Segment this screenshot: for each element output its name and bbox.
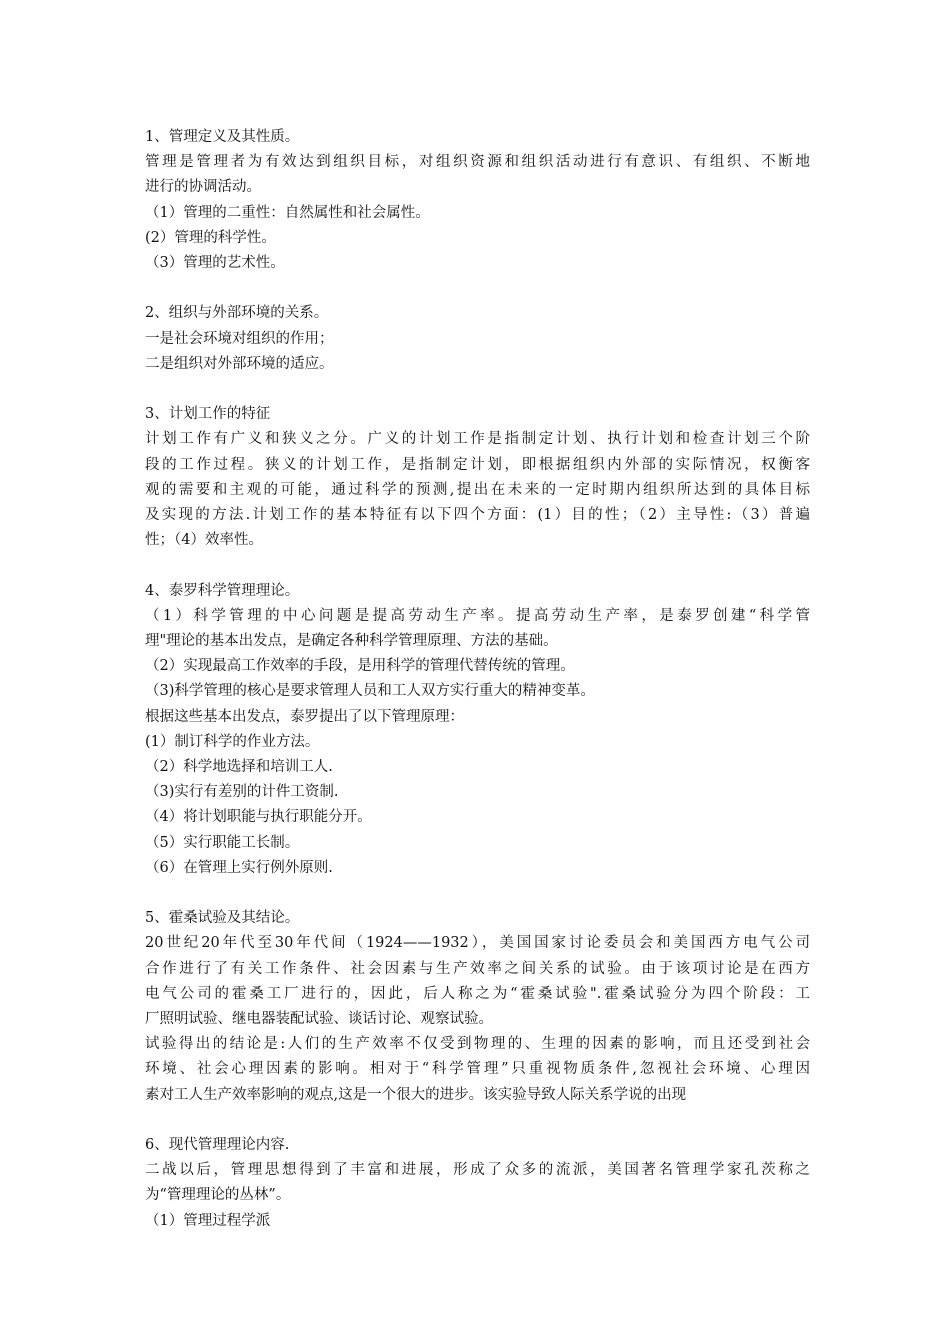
paragraph xyxy=(145,150,810,200)
paragraph xyxy=(145,427,810,553)
text-line: 及实现的方法.计划工作的基本特征有以下四个方面：(1）目的性；（2）主导性:（3）普遍 xyxy=(145,507,810,524)
paragraph-gap xyxy=(145,553,810,578)
section-2 xyxy=(145,301,810,377)
text-line: 段的工作过程。狭义的计划工作，是指制定计划，即根据组织内外部的实际情况，权衡客 xyxy=(145,456,810,473)
list-item: （4）将计划职能与执行职能分开。 xyxy=(145,809,372,826)
list-item: （2）科学地选择和培训工人. xyxy=(145,759,333,776)
list-item: 二是组织对外部环境的适应。 xyxy=(145,355,334,372)
section-heading: 1、管理定义及其性质。 xyxy=(145,129,300,145)
paragraph xyxy=(145,1158,810,1208)
text-line: 电气公司的霍桑工厂进行的，因此，后人称之为“霍桑试验".霍桑试验分为四个阶段：工 xyxy=(145,985,810,1002)
section-1 xyxy=(145,125,810,276)
text-line: 20世纪20年代至30年代间（1924——1932），美国国家讨论委员会和美国西方电气公司 xyxy=(145,935,810,952)
text-line: 试验得出的结论是:人们的生产效率不仅受到物理的、生理的因素的影响，而且还受到社会 xyxy=(145,1036,810,1053)
section-3 xyxy=(145,402,810,553)
text-line: 二战以后，管理思想得到了丰富和进展，形成了众多的流派，美国著名管理学家孔茨称之 xyxy=(145,1162,810,1179)
text-line: 观的需要和主观的可能，通过科学的预测,提出在未来的一定时期内组织所达到的具体目标 xyxy=(145,481,810,498)
paragraph xyxy=(145,604,810,654)
list-item: （5）实行职能工长制。 xyxy=(145,834,300,851)
document-page xyxy=(145,125,810,1234)
list-item: （3)实行有差别的计件工资制. xyxy=(145,784,339,801)
text-line: 厂照明试验、继电器装配试验、谈话讨论、观察试验。 xyxy=(145,1011,493,1028)
list-item: (2）管理的科学性。 xyxy=(145,229,276,246)
list-item: （1）管理的二重性：自然属性和社会属性。 xyxy=(145,204,430,221)
list-item: （1）管理过程学派 xyxy=(145,1212,271,1229)
text-line: 根据这些基本出发点，泰罗提出了以下管理原理： xyxy=(145,708,464,725)
section-heading: 5、霍桑试验及其结论。 xyxy=(145,910,300,927)
section-heading: 3、计划工作的特征 xyxy=(145,406,271,423)
section-heading: 2、组织与外部环境的关系。 xyxy=(145,305,329,322)
text-line: 环境、社会心理因素的影响。相对于“科学管理”只重视物质条件,忽视社会环境、心理因 xyxy=(145,1061,810,1078)
list-item: （3)科学管理的核心是要求管理人员和工人双方实行重大的精神变革。 xyxy=(145,683,595,700)
list-item: (1）制订科学的作业方法。 xyxy=(145,733,320,750)
text-line: 素对工人生产效率影响的观点,这是一个很大的进步。该实验导致人际关系学说的出现 xyxy=(145,1086,687,1103)
text-line: 为“管理理论的丛林”。 xyxy=(145,1187,291,1204)
paragraph-gap xyxy=(145,377,810,402)
paragraph-gap xyxy=(145,1108,810,1133)
list-item: （6）在管理上实行例外原则. xyxy=(145,859,333,876)
list-item: （2）实现最高工作效率的手段，是用科学的管理代替传统的管理。 xyxy=(145,658,575,675)
text-line: 合作进行了有关工作条件、社会因素与生产效率之间关系的试验。由于该项讨论是在西方 xyxy=(145,960,810,977)
section-6 xyxy=(145,1133,810,1234)
paragraph xyxy=(145,931,810,1032)
text-line: （1）科学管理的中心问题是提高劳动生产率。提高劳动生产率，是泰罗创建“科学管 xyxy=(145,607,810,624)
text-line: 进行的协调活动。 xyxy=(145,179,261,196)
text-line: 理"理论的基本出发点，是确定各种科学管理原理、方法的基础。 xyxy=(145,633,558,650)
list-item: 一是社会环境对组织的作用； xyxy=(145,330,334,347)
section-heading: 4、泰罗科学管理理论。 xyxy=(145,582,300,599)
section-4 xyxy=(145,579,810,881)
text-line: 计划工作有广义和狭义之分。广义的计划工作是指制定计划、执行计划和检查计划三个阶 xyxy=(145,431,810,448)
paragraph-gap xyxy=(145,276,810,301)
section-heading: 6、现代管理理论内容. xyxy=(145,1137,290,1154)
text-line: 性；（4）效率性。 xyxy=(145,532,263,549)
section-5 xyxy=(145,906,810,1108)
list-item: （3）管理的艺术性。 xyxy=(145,255,285,272)
paragraph-gap xyxy=(145,881,810,906)
paragraph xyxy=(145,1032,810,1108)
text-line: 管理是管理者为有效达到组织目标，对组织资源和组织活动进行有意识、有组织、不断地 xyxy=(145,154,810,171)
